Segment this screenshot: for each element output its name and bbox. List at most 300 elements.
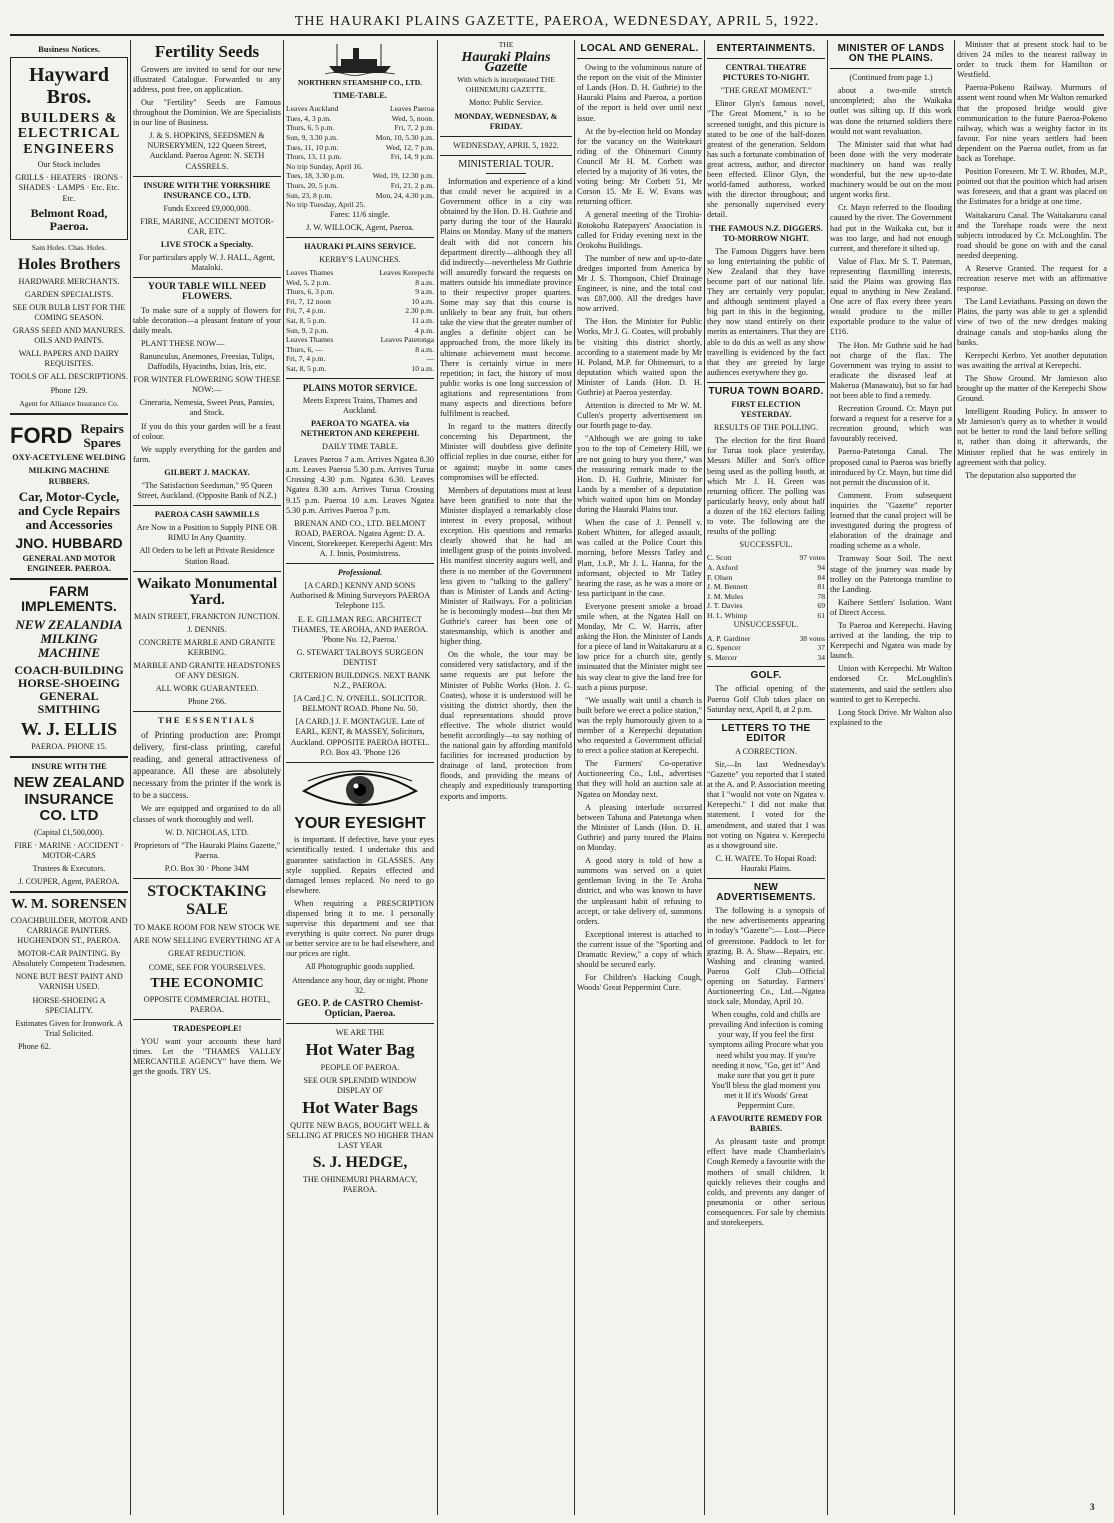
launch-timetable-row (286, 364, 434, 374)
holes-bulb: SEE OUR BULB LIST FOR THE COMING SEASON. (12, 302, 126, 322)
unsuccessful-cell: S. Mercer (707, 652, 737, 662)
waikato-guaranteed: ALL WORK GUARANTEED. (155, 684, 259, 694)
remedy-title: A FAVOURITE REMEDY FOR BABIES. (709, 1114, 823, 1134)
report-paragraph: A Reserve Granted. The request for a recreation reserve met with an affirmative response. (957, 263, 1107, 294)
plains-service: HAURAKI PLAINS SERVICE. (304, 241, 416, 251)
steamship-agent: J. W. WILLOCK, Agent, Paeroa. (306, 222, 414, 232)
holes-wall: WALL PAPERS AND DAIRY REQUISITES. (18, 349, 120, 369)
holes-names: Sam Holes. Chas. Holes. (31, 243, 107, 253)
divider (286, 1023, 434, 1024)
paper-motto: Motto: Public Service. (469, 98, 543, 108)
nz-couper: J. COUPER, Agent, PAEROA. (18, 877, 120, 887)
column-divider (437, 40, 438, 1515)
business-notices-heading: Business Notices. (38, 44, 100, 54)
local-general-heading: LOCAL AND GENERAL. (580, 43, 699, 54)
daily-body: Leaves Paeroa 7 a.m. Arrives Ngatea 8.30 a.m. Leaves Paeroa 5.30 p.m. Arrives Turua Crossing 4.30 p.m. Ngatea 6.30. Leaves Ngatea 8.30 a.m. Arrives Turua Crossing 9.15 p.m. Paeroa 10 a.m. Leaves Ngatea 5.30 p.m. Arrives Paeroa 7 p.m. (286, 455, 434, 515)
report-paragraph: Cr. Mayn referred to the flooding caused by the river. The Government had put in the Waikaka cut, but it was too large, and had not enough current, and therefore it silted up. (830, 203, 952, 253)
correction-signature: C. H. WAITE. To Hopai Road: Hauraki Plains. (715, 853, 817, 873)
paper-incorporated: With which is incorporated THE OHINEMURI GAZETTE. (457, 75, 555, 95)
unsuccessful-cell: 37 (817, 643, 825, 653)
waikato-phone: Phone 2'66. (187, 697, 227, 707)
hubbard-sub: GENERAL AND MOTOR ENGINEER. PAEROA. (22, 553, 116, 573)
steamship-timetable-cell: Leaves Paeroa (389, 104, 434, 114)
farm-implements: FARM IMPLEMENTS. (21, 583, 117, 615)
divider (133, 711, 281, 712)
divider (440, 136, 572, 137)
successful-cell: J. M. Mules (707, 591, 744, 601)
hedge-sub: THE OHINEMURI PHARMACY, PAEROA. (302, 1174, 418, 1194)
steamship-name: NORTHERN STEAMSHIP CO., LTD. (297, 78, 423, 87)
local-news-item: The number of new and up-to-date dredges imported from America by Mr J. S. Thompson, Chief Drainage Engineer, is nine, and the total cost was £87,000. All the dredges have now arrived. (577, 253, 702, 314)
column-2-ads (133, 40, 281, 1515)
steamship-timetable-cell: No trip Tuesday, April 25. (286, 200, 366, 210)
tradespeople-body: YOU want your accounts these hard times. Let the "THAMES VALLEY MERCANTILE AGENCY" have them. We get the goods. TRY US. (133, 1036, 281, 1077)
launch-timetable-row (286, 345, 434, 355)
launch-timetable-row (286, 287, 434, 297)
golf-body: The official opening of the Paeroa Golf Club takes place on Saturday next, April 8, at 2 p.m. (707, 684, 825, 714)
steamship-timetable-cell: Wed, 19, 12.30 p.m. (372, 171, 434, 181)
column-divider (283, 40, 284, 1515)
waikato-dennis: J. DENNIS. (187, 624, 227, 634)
successful-table (707, 553, 825, 620)
nicholas-pobox: P.O. Box 30 · Phone 34M (164, 863, 250, 873)
paper-the: THE (498, 40, 514, 49)
successful-cell: 78 (817, 591, 825, 601)
local-news-item: The Hon. the Minister for Public Works, Mr J. G. Coates, will probably be visiting this district shortly, according to a statement made by Mr H. Poland, M.P. for Ohinemuri, to a deputation which waited upon the Minister of Lands (Hon. D. H. Guthrie) at Paeroa yesterday. (577, 317, 702, 397)
hotwater-title: Hot Water Bag (305, 1040, 415, 1059)
launch-timetable-cell: 4 p.m. (414, 325, 434, 335)
divider (10, 756, 128, 758)
holes-hardware: HARDWARE MERCHANTS. (18, 276, 120, 286)
report-paragraph: To Paeroa and Kerepechi. Having arrived at the landing, the trip to Kerepechi and Ngatea was made by launch. (830, 620, 952, 661)
nz-insurance: NEW ZEALAND INSURANCE CO. LTD (13, 774, 125, 825)
successful-row (707, 601, 825, 611)
paper-days: MONDAY, WEDNESDAY, & FRIDAY. (454, 111, 558, 131)
launch-timetable-cell: 10 a.m. (411, 296, 434, 306)
letters-heading: LETTERS TO THE EDITOR (721, 722, 811, 744)
report-paragraph: Tramway Sour Soil. The next stage of the journey was made by trolley on the Patetonga tramline to the Landing. (830, 554, 952, 594)
steamship-timetable-cell: Fri, 21, 2 p.m. (390, 180, 434, 190)
paper-title: Hauraki Plains Gazette (461, 50, 551, 76)
steamship-timetable-cell: Mon, 10, 5.30 p.m. (375, 132, 434, 142)
waikato-address: MAIN STREET, FRANKTON JUNCTION. (134, 611, 280, 621)
launch-timetable-cell: 8 a.m. (415, 344, 434, 354)
flowers-winter-list: Cineraria, Nemesia, Sweet Peas, Pansies, and Stock. (139, 398, 275, 418)
minister-report-continued (957, 40, 1107, 481)
divider (707, 382, 825, 383)
local-news-item: When the case of J. Pennell v. Robert Whitten, for alleged assault, was called at the Police Court this morning, before Messrs Tatley and Platt, J.s.P., Mr J. L. Hanna, for the informant, objected to Mr Tatley hearing the case, as he was a more or less participant in the case. (577, 518, 702, 598)
central-theatre: CENTRAL THEATRE PICTURES TO-NIGHT. (722, 63, 810, 83)
report-paragraph: Paeroa-Pokeno Railway. Murmurs of assent went round when Mr Walton remarked that the proposed bridge would give communication to the future Paeroa-Pokeno railway, which was a weighty factor in its favour. For nine years settlers had been dependent on the Paeroa outlet, from as far back as Torehape. (957, 83, 1107, 164)
eyesight-body: is important. If defective, have your eyes scientifically tested. I undertake this and guarantee satisfaction in GLASSES. Any style supplied. Repairs effected and damaged lenses replaced. No need to go elsewhere. (286, 835, 434, 895)
ford-oxy: OXY-ACETYLENE WELDING (12, 453, 126, 463)
launch-timetable-cell: Leaves Kerepechi (379, 268, 434, 278)
divider (133, 571, 281, 572)
unsuccessful-cell: 34 (817, 652, 825, 662)
sawmills-sub: Are Now in a Position to Supply PINE OR RIMU In Any Quantity. (136, 523, 278, 543)
eye-icon (300, 767, 420, 811)
steamship-timetable-cell: Fri, 7, 2 p.m. (394, 123, 434, 133)
nz-lines: FIRE · MARINE · ACCIDENT · MOTOR-CARS (14, 841, 124, 861)
castro-name: GEO. P. de CASTRO Chemist-Optician, Paeroa. (296, 998, 424, 1019)
successful-cell: 97 votes (799, 553, 825, 563)
divider (133, 878, 281, 879)
entertainments-heading: ENTERTAINMENTS. (716, 43, 816, 54)
column-8-minister-cont (957, 40, 1107, 1515)
divider (133, 505, 281, 506)
divider (286, 237, 434, 238)
successful-cell: 94 (817, 562, 825, 572)
divider (577, 58, 702, 59)
report-paragraph: Intelligent Roading Policy. In answer to Mr Jamieson's query as to whether it would not be better to rond the land before selling it, rather than doing it afterwards, the Minister replied that he was entirely in agreement with that policy. (957, 407, 1107, 467)
ngatea-route: PAEROA TO NGATEA. via NETHERTON AND KEREPEHI. (300, 418, 420, 438)
ford-ad (10, 419, 128, 454)
brenan: BRENAN AND CO., LTD. BELMONT ROAD, PAEROA. Ngatea Agent: D. A. Vincent, Storekeeper. Kerepechi Agent: Mrs A. J. Innis, Postmistress. (287, 518, 433, 559)
steamship-timetable-row (286, 143, 434, 153)
divider (133, 176, 281, 177)
ford-car: Car, Motor-Cycle, and Cycle Repairs and Accessories (18, 488, 120, 533)
local-news-item: "Although we are going to take you to the top of Cemetery Hill, we are not going to bury you there," was the reassuring remark made to the Hon. D. H. Guthrie, Minister for Lands by a member of a deputation which waited upon him on Monday during the Hauraki Plains tour. (577, 434, 702, 515)
steamship-timetable-cell (369, 162, 434, 172)
local-news-item: Exceptional interest is attached to the current issue of the "Sporting and Dramatic Review," a copy of which should be secured early. (577, 929, 702, 970)
report-paragraph: Minister that at present stock had to be driven 24 miles to the nearest railway in order to truck them for Hamilton or Westfield. (957, 40, 1107, 80)
fertility-hopkins: J. & S. HOPKINS, SEEDSMEN & NURSERYMEN, 122 Queen Street, Auckland. Paeroa Agent: N. SETH CASSRELS. (147, 131, 267, 171)
report-paragraph: Position Foreseen. Mr T. W. Rhodes, M.P., pointed out that the position which had arisen was foreseen, and that a grant was placed on the Estimates for a bridge at one time. (957, 167, 1107, 207)
launch-timetable-cell: Leaves Thames (286, 335, 334, 345)
report-paragraph: Recreation Ground. Cr. Mayn put forward a request for a reserve for a recreation ground, which was favourably received. (830, 404, 952, 444)
report-paragraph: Union with Kerepechi. Mr Walton endorsed Cr. McLoughlin's statements, and said the settlers also wanted to get to Kerepechi. (830, 664, 952, 704)
photo-goods: All Photographic goods supplied. (305, 962, 415, 972)
divider (286, 563, 434, 564)
launch-timetable-cell: Thurs, 6, — (286, 344, 323, 354)
launch-timetable-cell: Fri, 7, 4 p.m. (286, 306, 326, 316)
divider (133, 1019, 281, 1020)
holes-title: Holes Brothers (17, 256, 121, 274)
steamship-timetable-cell: Thurs, 13, 11 p.m. (286, 152, 342, 162)
waikato-marble: MARBLE AND GRANITE HEADSTONES OF ANY DESIGN. (133, 661, 281, 681)
economic-sub: OPPOSITE COMMERCIAL HOTEL, PAEROA. (143, 994, 271, 1014)
column-6-entertainment (707, 40, 825, 1515)
unsuccessful-cell: 38 votes (799, 633, 825, 643)
essentials-body: of Printing production are: Prompt delivery, first-class printing, careful reading, and general attractiveness of appearance. All these are absolutely necessary from the printer if the work is to be a success. (133, 730, 281, 801)
great-moment-title: "THE GREAT MOMENT." (720, 86, 812, 96)
yorkshire-funds: Funds Exceed £9,000,000. (163, 203, 251, 213)
report-paragraph: Paeroa-Patetonga Canal. The proposed canal to Paeroa was briefly introduced by Cr. Mayn, but time did not permit the discussion of it. (830, 447, 952, 487)
flowers-winter: FOR WINTER FLOWERING SOW THESE NOW:— (133, 375, 281, 395)
page-number: 3 (1090, 1502, 1095, 1512)
peppermint-poem: When coughs, cold and chills are prevailing And infection is coming your way, If you feel the first symptoms ailing Procure what you need whilst you may. If you're needing it now, "Go, get it!" And make sure that you get it pure You'll bless the glad moment you met it If it's Woods' Great Peppermint Cure. (708, 1010, 824, 1110)
local-news-item: The Farmers' Co-operative Auctioneering Co., Ltd., advertises that they will hold an auction sale at Ngatea on Monday next. (577, 759, 702, 799)
steamship-timetable-row (286, 152, 434, 162)
steamship-timetable-row (286, 104, 434, 114)
yorkshire-lines: FIRE, MARINE, ACCIDENT MOTOR-CAR, ETC. (140, 216, 274, 236)
launch-timetable-cell: Leaves Patetonga (380, 335, 434, 345)
report-paragraph: The Land Leviathans. Passing on down the Plains, the party was able to get a splendid view of two of the new dredges making drainage canals and stop-banks along the banks. (957, 297, 1107, 347)
steamship-timetable-row (286, 191, 434, 201)
report-paragraph: Waitakaruru Canal. The Waitakaruru canal and the Torehape roads were the next subjects introduced by Cr. McLoughlin. The road should be gone on with and the canal needed deepening. (957, 210, 1107, 260)
flowers-body: To make sure of a supply of flowers for table decoration—a pleasant feature of your daily meals. (133, 305, 281, 335)
hotwater-bags: Hot Water Bags (302, 1097, 418, 1117)
hedge-name: S. J. HEDGE, (312, 1153, 408, 1171)
report-paragraph: Kerepechi Kerbro. Yet another deputation was awaiting the arrival at Kerepechi. (957, 350, 1107, 370)
successful-cell: 69 (817, 601, 825, 611)
launch-timetable (286, 268, 434, 374)
unsuccessful-heading: UNSUCCESSFUL. (733, 620, 799, 630)
divider (440, 155, 572, 156)
divider (707, 58, 825, 59)
diggers-body: The Famous Diggers have been so long entertaining the public of New Zealand that they have become part of our national life. They are certainly very popular, and although sentiment played a big part in this in the beginning, they now stand entirely on their merits as entertainers. That they are able to do this as well as any show travelling is evidenced by the fact that they are greeted by large audiences everywhere they go. (707, 246, 825, 377)
divider (486, 173, 526, 174)
unsuccessful-row (707, 634, 825, 644)
steamship-timetable-row (286, 171, 434, 181)
successful-row (707, 563, 825, 573)
coach-building: COACH-BUILDING HORSE-SHOEING GENERAL SMITHING (14, 662, 124, 717)
local-news-item: Everyone present smoke a broad smile when, at the Ngatea Hall on Monday, Mr C. W. Harris, after asking the Hon. the Minister of Lands for a piece of land in Waitakaruru at a low price for a church site, gently insinuated that the Minister might see his way clear to give the land free for such a pious purpose. (577, 601, 702, 692)
hotwater-window: SEE OUR SPLENDID WINDOW DISPLAY OF (303, 1075, 417, 1095)
nz-milking: NEW ZEALANDIA MILKING MACHINE (15, 616, 123, 661)
gillman-card: E. E. GILLMAN REG. ARCHITECT THAMES, TE AROHA, AND PAEROA. 'Phone No. 12, Paeroa.' (292, 614, 428, 644)
local-news-item: At the by-election held on Monday for the vacancy on the Waitekauri riding of the Ohinemuri County Council Mr H. M. Corbett was elected by a majority of 36 votes, the voting being: Mr Corbett 51, Mr Corson 15. Mr E. W. Evans was returning officer. (577, 126, 702, 207)
turua-first: FIRST ELECTION YESTERDAY. (731, 400, 801, 420)
launch-timetable-cell: Thurs, 6, 3 p.m. (286, 287, 335, 297)
economic-title: THE ECONOMIC (150, 976, 264, 992)
stocktaking-title: STOCKTAKING SALE (147, 883, 267, 918)
steamship-timetable-cell: Tues, 11, 10 p.m. (286, 142, 339, 152)
eyesight-title: YOUR EYESIGHT (294, 814, 426, 832)
new-ads-body: The following is a synopsis of the new advertisements appearing in today's "Gazette":— Lost—Piece of greenstone. Paddock to let for grazing. B. A. Shaw—Repairs, etc. Washing and cleaning wanted. Paeroa Golf Club—Official opening on Saturday. Farmers' Auctioneering Co., Ltd.—Ngatea stock sale, Monday, April 10. (707, 906, 825, 1007)
kerby-launches: KERBY'S LAUNCHES. (319, 255, 401, 264)
column-7-minister (830, 40, 952, 1515)
flowers-supply: We supply everything for the garden and farm. (133, 444, 281, 464)
nz-trustees: Trustees & Executors. (32, 864, 106, 874)
launch-timetable-row (286, 297, 434, 307)
attendance: Attendance any hour, day or night. Phone 32. (291, 975, 429, 995)
column-divider (827, 40, 828, 1515)
remedy-body: As pleasant taste and prompt effect have made Chamberlain's Cough Remedy a favourite with the mothers of small children. It quickly relieves their coughs and colds, and prevents any danger of pneumonia or other serious consequences. For sale by chemists and storekeepers. (707, 1137, 825, 1228)
waikato-concrete: CONCRETE MARBLE AND GRANITE KERBING. (138, 637, 276, 657)
successful-row (707, 582, 825, 592)
successful-row (707, 553, 825, 563)
launch-timetable-cell: 11 a.m. (411, 316, 434, 326)
hall-agent: For particulars apply W. J. HALL, Agent, Mataloki. (139, 253, 275, 273)
divider (10, 413, 128, 415)
launch-timetable-cell: Leaves Thames (286, 268, 334, 278)
insure-with: INSURE WITH THE (31, 762, 107, 772)
report-paragraph: Value of Flax. Mr S. T. Pateman, representing flaxmilling interests, said the Plains was growing flax equal to anything in New Zealand. One acre of flax every three years would produce to the miller exportable produce to the value of £116. (830, 256, 952, 337)
steamship-timetable-row (286, 200, 434, 210)
hayward-bros-ad (10, 57, 128, 240)
turua-results: RESULTS OF THE POLLING. (713, 423, 819, 433)
turua-heading: TURUA TOWN BOARD. (708, 385, 824, 397)
unsuccessful-table (707, 634, 825, 663)
yorkshire-title: INSURE WITH THE YORKSHIRE INSURANCE CO., LTD. (143, 180, 271, 200)
local-news-item: "We usually wait until a church is built before we erect a police station," was the reply humorously given to a member of a Kerepechi deputation who requested a Government official to erect a police station at Kerepechi. (577, 695, 702, 756)
steamship-timetable-row (286, 114, 434, 124)
waikato-title: Waikato Monumental Yard. (136, 575, 278, 609)
prescription-body: When requiring a PRESCRIPTION dispensed bring it to me. I personally supervise this department and see that everything is quite correct. No purer drugs or better service are to be had elsewhere, and our prices are right. (286, 898, 434, 959)
nicholas-name: W. D. NICHOLAS, LTD. (165, 827, 249, 837)
successful-cell: 81 (817, 582, 825, 592)
ford-rubbers: MILKING MACHINE RUBBERS. (28, 466, 110, 486)
launch-timetable-cell: 2.30 p.m. (405, 306, 434, 316)
steamship-timetable-row (286, 123, 434, 133)
minister-continued: (Continued from page 1.) (849, 73, 933, 83)
holes-alliance: Agent for Alliance Insurance Co. (19, 398, 119, 408)
divider (830, 68, 952, 69)
steamship-timetable-cell: Fri, 14, 9 p.m. (390, 152, 434, 162)
hayward-trade: BUILDERS & ELECTRICAL ENGINEERS (17, 111, 121, 157)
holes-phone: Phone 129. (50, 385, 88, 395)
launch-timetable-cell: Wed, 5, 2 p.m. (286, 277, 331, 287)
unsuccessful-row (707, 653, 825, 663)
editorial-paragraph: In regard to the matters directly concerning his Department, the Minister will doubtless give definite official replies in due course, either for or against; maybe in some cases compromises will be effected. (440, 422, 572, 482)
successful-cell: J. T. Davies (707, 601, 743, 611)
report-paragraph: The Minister said that what had been done with the very moderate machinery on hand was really wonderful, but the new up-to-date machinery would be out on the most urgent works first. (830, 139, 952, 200)
divider (10, 578, 128, 580)
steamship-timetable-cell: Thurs, 20, 5 p.m. (286, 180, 339, 190)
report-paragraph: Long Stock Drive. Mr Walton also explained to the (830, 707, 952, 727)
column-3-ads (286, 40, 434, 1515)
sorensen-varnish: NONE BUT BEST PAINT AND VARNISH USED. (15, 972, 123, 992)
great-moment-body: Elinor Glyn's famous novel, "The Great Moment," is to be screened tonight, and this picture is stated to be one of the half-dozen greatest of the generation. Seldom has such a fortunate combination of great actress, author, and director been effected. Elinor Glyn, the world-famed authoress, worked with the director throughout; and she personally supervised every detail. (707, 99, 825, 220)
divider (707, 666, 825, 667)
essentials-equipped: We are equipped and organised to do all classes of work thoroughly and well. (133, 804, 281, 824)
steamship-timetable-cell: Tues, 18, 3.30 p.m. (286, 171, 345, 181)
unsuccessful-cell: G. Spencer (707, 643, 741, 653)
holes-tools: TOOLS OF ALL DESCRIPTIONS. (10, 372, 128, 382)
successful-heading: SUCCESSFUL. (739, 540, 793, 550)
column-divider (574, 40, 575, 1515)
divider (10, 891, 128, 893)
holes-grass: GRASS SEED AND MANURES. OILS AND PAINTS. (12, 326, 126, 346)
successful-cell: J. M. Bennett (707, 582, 748, 592)
steamship-icon (325, 42, 395, 76)
editorial-paragraph: On the whole, the tour may be considered very satisfactory, and if the same requests are put before the Minister of Public Works (Hon. J. G. Coates), whose it is understood will be visiting the district shortly, then the dual representations should prove effective. The whole district would benefit accordingly—to say nothing of the national gain by affording manifold facilities for increased production by drainage of land, protection from floods, and providing the means of cheaply and expeditiously transporting exports and imports. (440, 650, 572, 801)
successful-row (707, 611, 825, 621)
steamship-timetable-cell: Mon, 24, 4.30 p.m. (375, 190, 434, 200)
sorensen-sub: COACHBUILDER, MOTOR AND CARRIAGE PAINTERS. HUGHENDON ST., PAEROA. (10, 915, 128, 946)
launch-timetable-row (286, 354, 434, 364)
column-4-editorial (440, 40, 572, 1515)
editorial-paragraph: Members of deputations must at least have been gratified to note that the Minister displayed a remarkably close interest in every proposal, without exception. His questions and remarks clearly showed that he had an intelligent grasp of the points involved. His manifest sincerity augurs well, and there is no member of the Government less given to "talking to the gallery" than is Minister of Lands and Acting-Minister of Railways. For a politician he is becomingly modest—but then Mr Guthrie's career has been one of statesmanship, which is another and higher thing. (440, 485, 572, 647)
hubbard-name: JNO. HUBBARD (15, 534, 123, 551)
report-paragraph: Kaihere Settlers' Isolation. Want of Direct Access. (830, 597, 952, 617)
correction-title: A CORRECTION. (735, 746, 797, 756)
launch-timetable-cell: — (426, 354, 434, 364)
talboys-card: G. STEWART TALBOYS SURGEON DENTIST (296, 647, 424, 667)
steamship-timetable (286, 104, 434, 210)
hotwater-quite: QUITE NEW BAGS, BOUGHT WELL & SELLING AT PRICES NO HIGHER THAN LAST YEAR (286, 1120, 434, 1150)
correction-body: Sir,—In last Wednesday's "Gazette" you reported that I stated at the A. and P. Association meeting that I "would not vote on Ngatea v. Kerepechi." I did not make that statement. I voted for the amendment, and stated that I was not voting on Ngatea v. Kerepechi as a showground site. (707, 760, 825, 850)
mackay-name: GILBERT J. MACKAY. (164, 467, 250, 477)
unsuccessful-row (707, 643, 825, 653)
new-ads-heading: NEW ADVERTISEMENTS. (716, 882, 816, 904)
sorensen-motorcar: MOTOR-CAR PAINTING. By Absolutely Competent Tradesmen. (12, 949, 126, 969)
launch-timetable-cell: 8 a.m. (415, 277, 434, 287)
stocktaking-body: TO MAKE ROOM FOR NEW STOCK WE ARE NOW SELLING EVERYTHING AT A GREAT REDUCTION. (133, 923, 281, 959)
report-paragraph: The Hon. Mr Guthrie said he had not charge of the flax. The Government was trying to assist to eradicate the diseased leaf at Makerua (Manawatu), but so far had not been able to find a remedy. (830, 340, 952, 400)
column-1-ads (10, 40, 128, 1515)
paper-date: WEDNESDAY, APRIL 5, 1922. (453, 140, 559, 150)
steamship-timetable-cell: Thurs, 6, 5 p.m. (286, 123, 335, 133)
steamship-fares: Fares: 11/6 single. (330, 209, 390, 219)
sorensen-phone: Phone 62. (18, 1041, 51, 1051)
launch-timetable-cell: Fri, 7, 12 noon (286, 296, 331, 306)
divider (707, 719, 825, 720)
ford-title: FORD (10, 422, 73, 448)
divider (286, 762, 434, 763)
flowers-feast: If you do this your garden will be a feast of colour. (133, 421, 281, 441)
tradespeople-title: TRADESPEOPLE! (172, 1023, 242, 1033)
divider (133, 277, 281, 278)
launch-timetable-cell: Sun, 9, 2 p.m. (286, 325, 329, 335)
ellis-name: W. J. ELLIS (20, 718, 118, 739)
local-general-items (577, 63, 702, 993)
hotwater-people: PEOPLE OF PAEROA. (320, 1062, 400, 1072)
masthead: THE HAURAKI PLAINS GAZETTE, PAEROA, WEDNESDAY, APRIL 5, 1922. (294, 14, 820, 29)
report-paragraph: The Show Ground. Mr Jamieson also brought up the matter of the Kerepechi Show Ground. (957, 373, 1107, 404)
sawmills-orders: All Orders to be left at Private Residence Station Road. (139, 546, 275, 566)
launch-timetable-cell: Sat, 8, 5 p.m. (286, 316, 327, 326)
local-news-item: Attention is directed to Mr W. M. Cullen's property advertisement on our fourth page to-day. (577, 401, 702, 431)
successful-row (707, 592, 825, 602)
divider (286, 378, 434, 379)
motor-service: PLAINS MOTOR SERVICE. (302, 382, 418, 393)
launch-timetable-row (286, 268, 434, 278)
golf-heading: GOLF. (750, 670, 782, 682)
fertility-growers: Growers are invited to send for our new illustrated Catalogue. Forwarded to any address, post free, on application. (133, 64, 281, 94)
sawmills-title: PAEROA CASH SAWMILLS (154, 510, 260, 520)
report-paragraph: Comment. From subsequent inquiries the "Gazette" reporter learned that the canal project will be investigated during the progress of elaboration of the drainage and roading scheme as a whole. (830, 490, 952, 551)
launch-timetable-cell: Fri, 7, 4 p.m. (286, 354, 326, 364)
launch-timetable-row (286, 306, 434, 316)
sorensen-horse: HORSE-SHOEING A SPECIALITY. (32, 995, 106, 1015)
flowers-plant: PLANT THESE NOW— (141, 338, 225, 348)
hayward-stock-list: GRILLS · HEATERS · IRONS · SHADES · LAMPS · Etc. Etc. Etc. (15, 173, 123, 203)
steamship-timetable-cell: Sun, 9, 3.30 p.m. (286, 132, 338, 142)
column-divider (704, 40, 705, 1515)
holes-garden: GARDEN SPECIALISTS. (24, 289, 114, 299)
minister-heading: MINISTER OF LANDS ON THE PLAINS. (837, 43, 945, 65)
sorensen-estimates: Estimates Given for Ironwork. A Trial Solicited. (15, 1018, 123, 1038)
hotwater-intro: WE ARE THE (335, 1027, 385, 1037)
steamship-timetable-row (286, 181, 434, 191)
stocktaking-come: COME, SEE FOR YOURSELVES. (148, 963, 266, 973)
steamship-timetable-cell: Leaves Auckland (286, 104, 339, 114)
column-divider (954, 40, 955, 1515)
local-news-item: For Children's Hacking Cough, Woods' Great Peppermint Cure. (577, 973, 702, 993)
launch-timetable-cell: 9 a.m. (415, 287, 434, 297)
launch-timetable-cell: Sat, 8, 5 p.m. (286, 364, 327, 374)
kenny-card: [A CARD.] KENNY AND SONS Authorised & Mining Surveyors PAEROA Telephone 115. (289, 581, 431, 611)
ford-repairs: Repairs Spares (80, 420, 124, 451)
motor-sub: Meets Express Trains, Thames and Auckland. (302, 395, 418, 415)
successful-row (707, 573, 825, 583)
successful-cell: 61 (817, 610, 825, 620)
professional-heading: Professional. (337, 568, 383, 578)
criterion: CRITERION BUILDINGS. NEXT BANK N.Z., PAEROA. (289, 670, 431, 691)
steamship-timetable-cell: No trip Sunday, April 16. (286, 161, 363, 171)
local-news-item: A good story is told of how a summons was served on a quiet gentleman living in the Te Aroha district, and who was known to have the unpleasant habit of refusing to accept, or take delivery of, summons orders. (577, 856, 702, 926)
steamship-timetable-row (286, 162, 434, 172)
launch-timetable-row (286, 335, 434, 345)
successful-cell: 84 (817, 572, 825, 582)
launch-timetable-row (286, 278, 434, 288)
local-news-item: A general meeting of the Tirohia-Rotokohu Ratepayers' Association is called for Friday evening next in the Orokohu Buildings. (577, 210, 702, 250)
hayward-title: Hayward Bros. (29, 64, 109, 109)
masthead-rule (10, 34, 1104, 36)
oneill-card: [A Card.] C. N. O'NEILL. SOLICITOR. BELMONT ROAD. Phone No. 50. (293, 694, 427, 714)
